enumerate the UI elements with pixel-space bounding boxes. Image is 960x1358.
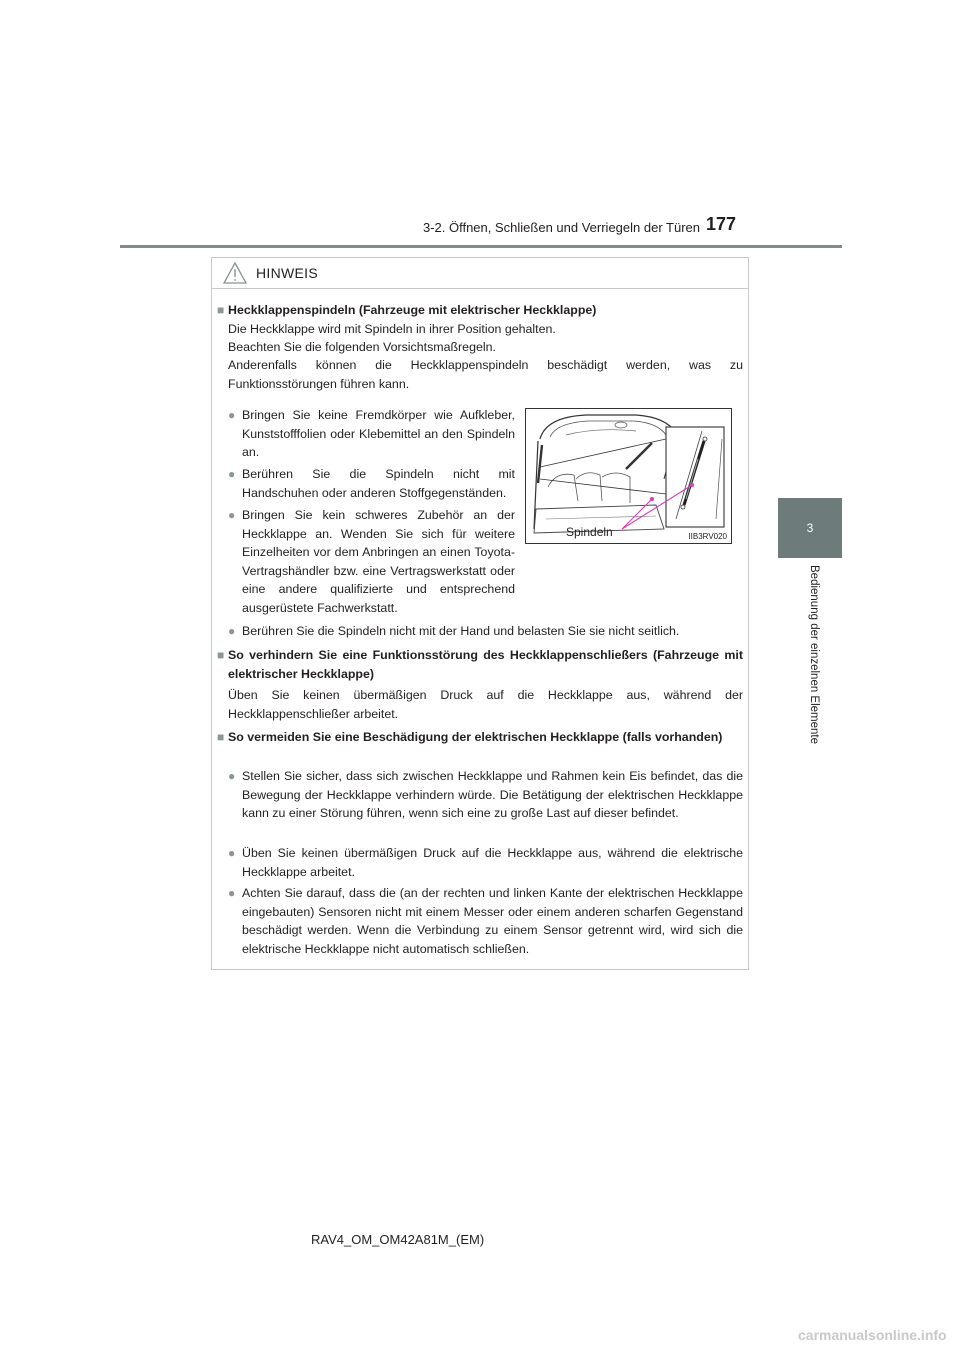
figure-code: IIB3RV020	[688, 532, 727, 541]
bullet-dot-icon: ●	[228, 769, 236, 783]
chapter-tab: 3	[778, 498, 842, 558]
section3-bullet1: ● Stellen Sie sicher, dass sich zwischen Heckklappe und Rahmen kein Eis befindet, das die Bewegung der Heckklappe verhindern würde. Die Betätigung der elektrischen Heckklappe kann zu einer Störung führen, wenn sich eine zu große Last auf dieser befindet.	[228, 769, 743, 820]
page-number: 177	[706, 214, 737, 234]
section2-heading: ■ So verhindern Sie eine Funktionsstörung des Heckklappenschließers (Fahrzeuge mit elektrischer Heckklappe)	[217, 648, 743, 681]
header-rule	[120, 245, 842, 248]
section2-text: Üben Sie keinen übermäßigen Druck auf die Heckklappe aus, während der Heckklappenschließer arbeitet.	[228, 688, 743, 721]
section1-intro2: Beachten Sie die folgenden Vorsichtsmaßregeln.	[228, 340, 496, 354]
bullet-dot-icon: ●	[228, 846, 236, 860]
document-id: RAV4_OM_OM42A81M_(EM)	[311, 1232, 485, 1247]
watermark[interactable]: carmanualsonline.info	[798, 1327, 947, 1343]
square-bullet-icon: ■	[217, 303, 225, 317]
section1-bullet2: ● Berühren Sie die Spindeln nicht mit Handschuhen oder anderen Stoffgegenständen.	[228, 467, 515, 500]
section1-heading: ■ Heckklappenspindeln (Fahrzeuge mit elektrischer Heckklappe)	[217, 301, 743, 320]
section3-bullet3: ● Achten Sie darauf, dass die (an der rechten und linken Kante der elektrischen Heckklappe eingebauten) Sensoren nicht mit einem Messer oder einem anderen scharfen Gegenstand beschädigt werden. Wenn die Verbindung zu einem Sensor getrennt wird, wird sich die elektrische Heckklappe nicht automatisch schließen.	[228, 886, 743, 956]
section3-bullet2: ● Üben Sie keinen übermäßigen Druck auf die Heckklappe aus, während die elektrische Heckklappe arbeitet.	[228, 846, 743, 879]
tailgate-strut-illustration	[525, 408, 732, 544]
bullet-dot-icon: ●	[228, 886, 236, 900]
section1-intro3: Anderenfalls können die Heckklappenspindeln beschädigt werden, was zu Funktionsstörungen führen kann.	[228, 358, 743, 391]
notice-header	[212, 258, 748, 289]
warning-icon	[222, 261, 248, 285]
tailgate-drawing	[526, 409, 731, 543]
bullet-dot-icon: ●	[228, 624, 236, 638]
square-bullet-icon: ■	[217, 730, 225, 744]
section1-bullet4: ● Berühren Sie die Spindeln nicht mit der Hand und belasten Sie sie nicht seitlich.	[228, 622, 743, 641]
square-bullet-icon: ■	[217, 648, 225, 662]
section1-intro1: Die Heckklappe wird mit Spindeln in ihrer Position gehalten.	[228, 322, 556, 336]
bullet-dot-icon: ●	[228, 408, 236, 422]
section1-bullet3: ● Bringen Sie kein schweres Zubehör an der Heckklappe an. Wenden Sie sich für weitere Einzelheiten vor dem Anbringen an einen Toyota-Vertragshändler bzw. eine Vertragswerkstatt oder eine andere qualifizierte und entsprechend ausgerüstete Fachwerkstatt.	[228, 508, 515, 615]
figure-label-spindeln: Spindeln	[566, 525, 613, 539]
bullet-dot-icon: ●	[228, 508, 236, 522]
section3-heading: ■ So vermeiden Sie eine Beschädigung der elektrischen Heckklappe (falls vorhanden)	[217, 728, 743, 747]
notice-title: HINWEIS	[256, 265, 318, 281]
bullet-dot-icon: ●	[228, 467, 236, 481]
section-title: 3-2. Öffnen, Schließen und Verriegeln der Türen	[422, 220, 700, 235]
chapter-label: Bedienung der einzelnen Elemente	[808, 565, 820, 745]
section1-bullet1: ● Bringen Sie keine Fremdkörper wie Aufkleber, Kunststofffolien oder Klebemittel an den Spindeln an.	[228, 408, 515, 459]
